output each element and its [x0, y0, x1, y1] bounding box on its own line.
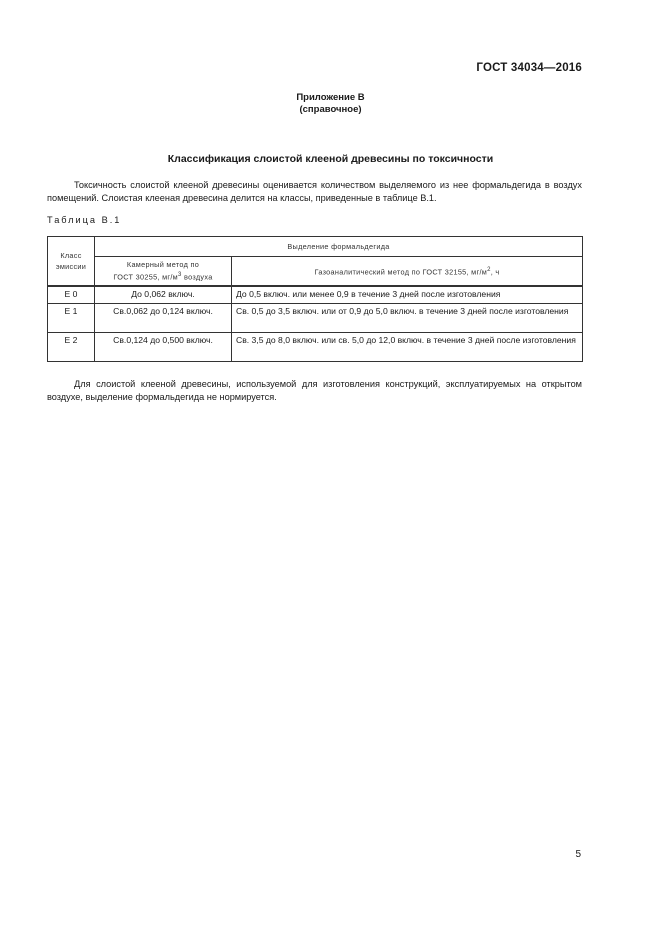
header-class: Класс эмиссии	[48, 237, 95, 287]
header-chamber-line2: ГОСТ 30255, мг/м	[113, 272, 179, 282]
header-gas-main: Газоаналитический метод по ГОСТ 32155, мг/м	[314, 267, 488, 277]
header-chamber-sup: 3	[178, 272, 182, 279]
header-chamber-line1: Камерный метод по	[126, 260, 200, 270]
closing-paragraph	[47, 378, 582, 403]
cell-chamber: Св.0,062 до 0,124 включ.	[95, 304, 232, 333]
cell-gas: Св. 0,5 до 3,5 включ. или от 0,9 до 5,0 включ. в течение 3 дней после изготовления	[232, 304, 583, 333]
cell-chamber: Св.0,124 до 0,500 включ.	[95, 333, 232, 362]
cell-gas: Св. 3,5 до 8,0 включ. или св. 5,0 до 12,0 включ. в течение 3 дней после изготовления	[232, 333, 583, 362]
cell-gas: До 0,5 включ. или менее 0,9 в течение 3 дней после изготовления	[232, 286, 583, 304]
cell-chamber: До 0,062 включ.	[95, 286, 232, 304]
header-chamber-tail: воздуха	[181, 272, 213, 282]
appendix-block	[0, 92, 661, 116]
standard-code: ГОСТ 34034—2016	[476, 62, 582, 74]
header-gas	[232, 257, 583, 287]
header-group: Выделение формальдегида	[95, 237, 583, 257]
table-caption: Таблица В.1	[47, 215, 122, 225]
intro-paragraph	[47, 179, 582, 204]
table-row	[48, 304, 583, 333]
table-row	[48, 286, 583, 304]
section-heading: Классификация слоистой клееной древесины по токсичности	[167, 153, 494, 165]
closing-text: Для слоистой клееной древесины, используемой для изготовления конструкций, эксплуатируемых на открытом воздухе, выделение формальдегида не нормируется.	[47, 379, 582, 402]
page-number: 5	[575, 849, 581, 860]
appendix-title: Приложение В	[296, 92, 365, 103]
header-gas-sup: 2	[487, 266, 491, 273]
table-row	[48, 333, 583, 362]
intro-text: Токсичность слоистой клееной древесины оценивается количеством выделяемого из нее формальдегида в воздух помещений. Слоистая клееная древесина делится на классы, приведенные в таблице В.1.	[47, 180, 582, 203]
cell-class: Е 1	[48, 304, 95, 333]
cell-class: Е 2	[48, 333, 95, 362]
appendix-subtitle: (справочное)	[299, 104, 362, 115]
cell-class: Е 0	[48, 286, 95, 304]
formaldehyde-table	[47, 236, 583, 362]
header-chamber	[95, 257, 232, 287]
header-gas-tail: , ч	[490, 267, 500, 277]
